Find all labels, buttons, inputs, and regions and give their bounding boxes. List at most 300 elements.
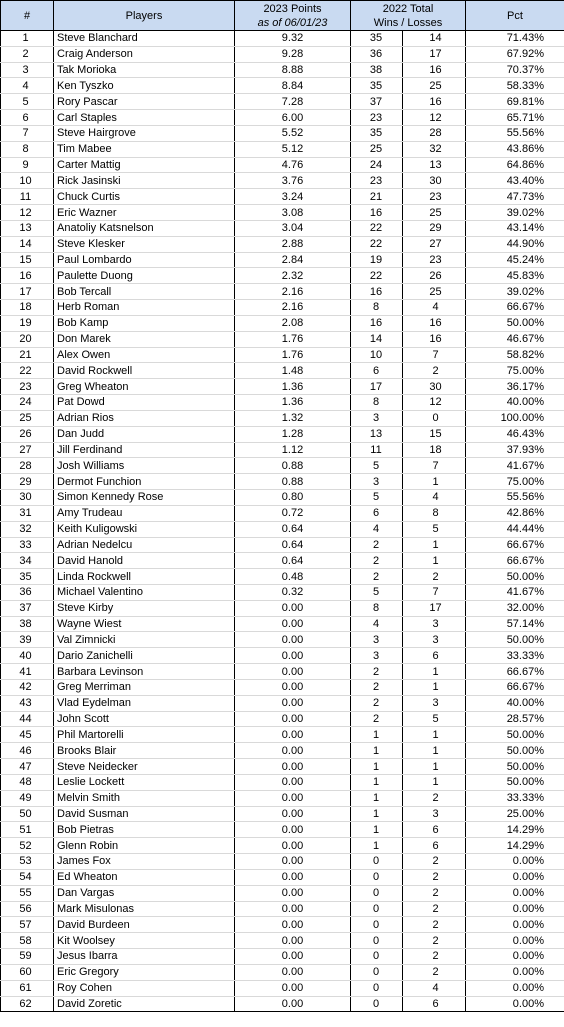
record-column-header — [351, 1, 466, 31]
player-name-cell: David Susman — [54, 806, 235, 822]
table-row — [1, 125, 564, 141]
pct-cell: 0.00% — [466, 949, 564, 965]
wins-cell: 1 — [351, 838, 403, 854]
wins-cell: 35 — [351, 78, 403, 94]
rank-cell: 15 — [1, 252, 54, 268]
losses-cell: 2 — [403, 885, 466, 901]
losses-cell: 28 — [403, 125, 466, 141]
points-cell: 9.28 — [235, 46, 351, 62]
table-row — [1, 189, 564, 205]
player-name-cell: Brooks Blair — [54, 743, 235, 759]
losses-cell: 16 — [403, 315, 466, 331]
rank-cell: 56 — [1, 901, 54, 917]
pct-cell: 46.43% — [466, 426, 564, 442]
player-name-cell: Dan Vargas — [54, 885, 235, 901]
pct-cell: 55.56% — [466, 125, 564, 141]
points-cell: 0.00 — [235, 711, 351, 727]
table-row — [1, 458, 564, 474]
table-row — [1, 632, 564, 648]
pct-cell: 36.17% — [466, 379, 564, 395]
rank-cell: 30 — [1, 490, 54, 506]
losses-cell: 7 — [403, 584, 466, 600]
pct-cell: 75.00% — [466, 363, 564, 379]
table-row — [1, 284, 564, 300]
rank-cell: 47 — [1, 759, 54, 775]
points-cell: 0.00 — [235, 774, 351, 790]
points-cell: 2.16 — [235, 284, 351, 300]
wins-cell: 2 — [351, 711, 403, 727]
rank-cell: 26 — [1, 426, 54, 442]
points-cell: 0.00 — [235, 933, 351, 949]
losses-cell: 7 — [403, 347, 466, 363]
points-cell: 0.64 — [235, 553, 351, 569]
losses-cell: 29 — [403, 220, 466, 236]
wins-cell: 8 — [351, 600, 403, 616]
rank-cell: 57 — [1, 917, 54, 933]
rank-cell: 6 — [1, 110, 54, 126]
player-name-cell: Ken Tyszko — [54, 78, 235, 94]
table-row — [1, 395, 564, 411]
points-cell: 4.76 — [235, 157, 351, 173]
points-cell: 2.84 — [235, 252, 351, 268]
points-cell: 0.00 — [235, 616, 351, 632]
points-cell: 0.00 — [235, 743, 351, 759]
rank-cell: 20 — [1, 331, 54, 347]
table-row — [1, 854, 564, 870]
points-cell: 0.00 — [235, 996, 351, 1012]
rank-cell: 16 — [1, 268, 54, 284]
pct-cell: 0.00% — [466, 885, 564, 901]
table-row — [1, 790, 564, 806]
pct-cell: 25.00% — [466, 806, 564, 822]
points-cell: 1.32 — [235, 410, 351, 426]
rank-cell: 38 — [1, 616, 54, 632]
rank-cell: 39 — [1, 632, 54, 648]
pct-cell: 67.92% — [466, 46, 564, 62]
table-row — [1, 205, 564, 221]
pct-cell: 42.86% — [466, 505, 564, 521]
pct-cell: 44.44% — [466, 521, 564, 537]
points-cell: 6.00 — [235, 110, 351, 126]
points-cell: 1.76 — [235, 347, 351, 363]
table-row — [1, 347, 564, 363]
player-name-cell: Pat Dowd — [54, 395, 235, 411]
table-row — [1, 949, 564, 965]
table-row — [1, 236, 564, 252]
table-row — [1, 410, 564, 426]
losses-cell: 15 — [403, 426, 466, 442]
table-row — [1, 157, 564, 173]
rank-cell: 61 — [1, 980, 54, 996]
table-row — [1, 490, 564, 506]
table-row — [1, 822, 564, 838]
table-row — [1, 901, 564, 917]
rank-cell: 17 — [1, 284, 54, 300]
pct-cell: 43.14% — [466, 220, 564, 236]
player-name-cell: Keith Kuligowski — [54, 521, 235, 537]
wins-cell: 1 — [351, 822, 403, 838]
losses-cell: 2 — [403, 854, 466, 870]
points-cell: 3.24 — [235, 189, 351, 205]
wins-cell: 3 — [351, 474, 403, 490]
table-row — [1, 711, 564, 727]
points-cell: 8.88 — [235, 62, 351, 78]
rank-cell: 42 — [1, 679, 54, 695]
player-name-cell: Val Zimnicki — [54, 632, 235, 648]
losses-cell: 2 — [403, 917, 466, 933]
points-cell: 1.48 — [235, 363, 351, 379]
pct-cell: 44.90% — [466, 236, 564, 252]
losses-cell: 1 — [403, 537, 466, 553]
player-name-cell: Amy Trudeau — [54, 505, 235, 521]
losses-cell: 14 — [403, 31, 466, 47]
player-name-cell: Bob Tercall — [54, 284, 235, 300]
losses-cell: 3 — [403, 632, 466, 648]
rank-cell: 55 — [1, 885, 54, 901]
losses-cell: 26 — [403, 268, 466, 284]
pct-cell: 57.14% — [466, 616, 564, 632]
pct-cell: 69.81% — [466, 94, 564, 110]
table-row — [1, 584, 564, 600]
points-cell: 0.00 — [235, 822, 351, 838]
losses-cell: 25 — [403, 284, 466, 300]
player-name-cell: David Hanold — [54, 553, 235, 569]
wins-cell: 0 — [351, 980, 403, 996]
table-row — [1, 600, 564, 616]
rank-cell: 58 — [1, 933, 54, 949]
player-name-cell: Michael Valentino — [54, 584, 235, 600]
table-row — [1, 743, 564, 759]
losses-cell: 0 — [403, 410, 466, 426]
rank-column-header: # — [1, 1, 54, 31]
losses-cell: 8 — [403, 505, 466, 521]
table-row — [1, 759, 564, 775]
wins-cell: 3 — [351, 632, 403, 648]
losses-cell: 5 — [403, 521, 466, 537]
player-name-cell: Anatoliy Katsnelson — [54, 220, 235, 236]
table-row — [1, 980, 564, 996]
table-row — [1, 46, 564, 62]
rank-cell: 34 — [1, 553, 54, 569]
player-name-cell: Adrian Nedelcu — [54, 537, 235, 553]
player-name-cell: James Fox — [54, 854, 235, 870]
points-cell: 0.00 — [235, 664, 351, 680]
rank-cell: 46 — [1, 743, 54, 759]
rank-cell: 53 — [1, 854, 54, 870]
losses-cell: 6 — [403, 822, 466, 838]
points-cell: 0.00 — [235, 679, 351, 695]
table-row — [1, 62, 564, 78]
wins-cell: 8 — [351, 395, 403, 411]
wins-cell: 23 — [351, 173, 403, 189]
pct-cell: 66.67% — [466, 679, 564, 695]
rank-cell: 22 — [1, 363, 54, 379]
player-name-cell: Chuck Curtis — [54, 189, 235, 205]
rank-cell: 43 — [1, 695, 54, 711]
points-cell: 5.52 — [235, 125, 351, 141]
losses-cell: 27 — [403, 236, 466, 252]
points-cell: 2.08 — [235, 315, 351, 331]
wins-cell: 2 — [351, 679, 403, 695]
table-row — [1, 553, 564, 569]
pct-cell: 0.00% — [466, 933, 564, 949]
table-row — [1, 300, 564, 316]
wins-cell: 25 — [351, 141, 403, 157]
player-name-cell: David Zoretic — [54, 996, 235, 1012]
pct-cell: 40.00% — [466, 395, 564, 411]
points-cell: 0.48 — [235, 569, 351, 585]
pct-cell: 50.00% — [466, 632, 564, 648]
wins-cell: 35 — [351, 125, 403, 141]
pct-cell: 0.00% — [466, 869, 564, 885]
rank-cell: 31 — [1, 505, 54, 521]
losses-cell: 23 — [403, 252, 466, 268]
pct-cell: 66.67% — [466, 300, 564, 316]
table-header — [1, 1, 564, 31]
rank-cell: 41 — [1, 664, 54, 680]
wins-cell: 16 — [351, 315, 403, 331]
table-row — [1, 933, 564, 949]
table-row — [1, 78, 564, 94]
pct-cell: 50.00% — [466, 727, 564, 743]
losses-cell: 2 — [403, 964, 466, 980]
rank-cell: 11 — [1, 189, 54, 205]
losses-cell: 2 — [403, 790, 466, 806]
points-cell: 1.76 — [235, 331, 351, 347]
table-row — [1, 379, 564, 395]
losses-cell: 6 — [403, 648, 466, 664]
points-cell: 0.88 — [235, 474, 351, 490]
losses-cell: 1 — [403, 474, 466, 490]
table-row — [1, 869, 564, 885]
table-row — [1, 31, 564, 47]
points-cell: 0.00 — [235, 980, 351, 996]
losses-cell: 4 — [403, 980, 466, 996]
wins-cell: 37 — [351, 94, 403, 110]
rank-cell: 13 — [1, 220, 54, 236]
wins-cell: 22 — [351, 236, 403, 252]
losses-cell: 12 — [403, 395, 466, 411]
wins-cell: 3 — [351, 648, 403, 664]
rank-cell: 21 — [1, 347, 54, 363]
losses-cell: 17 — [403, 600, 466, 616]
wins-cell: 0 — [351, 964, 403, 980]
losses-cell: 2 — [403, 901, 466, 917]
pct-cell: 37.93% — [466, 442, 564, 458]
losses-cell: 1 — [403, 679, 466, 695]
points-cell: 0.72 — [235, 505, 351, 521]
losses-cell: 2 — [403, 363, 466, 379]
table-row — [1, 474, 564, 490]
rank-cell: 44 — [1, 711, 54, 727]
pct-cell: 50.00% — [466, 759, 564, 775]
player-name-cell: Jesus Ibarra — [54, 949, 235, 965]
player-name-cell: Roy Cohen — [54, 980, 235, 996]
table-row — [1, 442, 564, 458]
player-name-cell: Paulette Duong — [54, 268, 235, 284]
pct-cell: 40.00% — [466, 695, 564, 711]
table-row — [1, 252, 564, 268]
pct-cell: 41.67% — [466, 458, 564, 474]
table-row — [1, 521, 564, 537]
table-row — [1, 964, 564, 980]
wins-cell: 2 — [351, 664, 403, 680]
wins-cell: 17 — [351, 379, 403, 395]
points-cell: 0.00 — [235, 648, 351, 664]
pct-cell: 58.33% — [466, 78, 564, 94]
player-name-cell: Steve Klesker — [54, 236, 235, 252]
wins-cell: 2 — [351, 537, 403, 553]
wins-cell: 0 — [351, 917, 403, 933]
player-name-cell: Steve Blanchard — [54, 31, 235, 47]
pct-cell: 47.73% — [466, 189, 564, 205]
table-row — [1, 569, 564, 585]
rank-cell: 45 — [1, 727, 54, 743]
wins-cell: 5 — [351, 458, 403, 474]
player-name-cell: Craig Anderson — [54, 46, 235, 62]
points-cell: 7.28 — [235, 94, 351, 110]
player-name-cell: Dario Zanichelli — [54, 648, 235, 664]
losses-cell: 6 — [403, 838, 466, 854]
wins-cell: 2 — [351, 695, 403, 711]
losses-cell: 3 — [403, 616, 466, 632]
pct-cell: 0.00% — [466, 901, 564, 917]
player-name-cell: Barbara Levinson — [54, 664, 235, 680]
losses-cell: 5 — [403, 711, 466, 727]
player-name-cell: Leslie Lockett — [54, 774, 235, 790]
player-name-cell: David Burdeen — [54, 917, 235, 933]
player-name-cell: Josh Williams — [54, 458, 235, 474]
pct-cell: 64.86% — [466, 157, 564, 173]
rank-cell: 5 — [1, 94, 54, 110]
record-header-subtitle: Wins / Losses — [373, 16, 443, 29]
player-name-cell: Dan Judd — [54, 426, 235, 442]
losses-cell: 25 — [403, 205, 466, 221]
points-cell: 0.00 — [235, 759, 351, 775]
losses-cell: 30 — [403, 379, 466, 395]
points-cell: 0.00 — [235, 854, 351, 870]
table-row — [1, 806, 564, 822]
header-row — [1, 1, 564, 31]
wins-cell: 16 — [351, 205, 403, 221]
points-cell: 0.00 — [235, 695, 351, 711]
table-row — [1, 648, 564, 664]
table-row — [1, 141, 564, 157]
losses-cell: 16 — [403, 331, 466, 347]
pct-cell: 66.67% — [466, 664, 564, 680]
table-row — [1, 664, 564, 680]
losses-cell: 2 — [403, 933, 466, 949]
rank-cell: 8 — [1, 141, 54, 157]
table-row — [1, 537, 564, 553]
wins-cell: 21 — [351, 189, 403, 205]
rank-cell: 62 — [1, 996, 54, 1012]
pct-cell: 0.00% — [466, 854, 564, 870]
wins-cell: 13 — [351, 426, 403, 442]
points-cell: 3.08 — [235, 205, 351, 221]
table-row — [1, 917, 564, 933]
wins-cell: 0 — [351, 996, 403, 1012]
player-name-cell: Greg Wheaton — [54, 379, 235, 395]
rank-cell: 59 — [1, 949, 54, 965]
points-cell: 8.84 — [235, 78, 351, 94]
wins-cell: 1 — [351, 743, 403, 759]
player-name-cell: Glenn Robin — [54, 838, 235, 854]
points-column-header — [235, 1, 351, 31]
table-row — [1, 363, 564, 379]
rank-cell: 29 — [1, 474, 54, 490]
rank-cell: 40 — [1, 648, 54, 664]
points-cell: 0.00 — [235, 727, 351, 743]
pct-cell: 39.02% — [466, 284, 564, 300]
pct-cell: 71.43% — [466, 31, 564, 47]
rank-cell: 2 — [1, 46, 54, 62]
rank-cell: 51 — [1, 822, 54, 838]
player-name-cell: Eric Wazner — [54, 205, 235, 221]
player-name-cell: Rory Pascar — [54, 94, 235, 110]
losses-cell: 17 — [403, 46, 466, 62]
table-row — [1, 695, 564, 711]
losses-cell: 32 — [403, 141, 466, 157]
wins-cell: 4 — [351, 616, 403, 632]
wins-cell: 1 — [351, 790, 403, 806]
pct-cell: 14.29% — [466, 822, 564, 838]
table-row — [1, 426, 564, 442]
losses-cell: 1 — [403, 664, 466, 680]
points-cell: 0.00 — [235, 869, 351, 885]
losses-cell: 2 — [403, 869, 466, 885]
rank-cell: 3 — [1, 62, 54, 78]
player-name-cell: Vlad Eydelman — [54, 695, 235, 711]
points-cell: 0.00 — [235, 964, 351, 980]
player-name-cell: Dermot Funchion — [54, 474, 235, 490]
table-row — [1, 885, 564, 901]
table-row — [1, 110, 564, 126]
pct-cell: 66.67% — [466, 553, 564, 569]
player-name-cell: Steve Hairgrove — [54, 125, 235, 141]
record-header-title: 2022 Total — [382, 2, 434, 15]
player-name-cell: Bob Pietras — [54, 822, 235, 838]
points-cell: 0.32 — [235, 584, 351, 600]
wins-cell: 1 — [351, 759, 403, 775]
points-cell: 0.00 — [235, 885, 351, 901]
points-cell: 3.04 — [235, 220, 351, 236]
points-cell: 0.00 — [235, 949, 351, 965]
pct-cell: 50.00% — [466, 774, 564, 790]
rank-cell: 50 — [1, 806, 54, 822]
wins-cell: 1 — [351, 774, 403, 790]
player-name-cell: Herb Roman — [54, 300, 235, 316]
wins-cell: 0 — [351, 869, 403, 885]
pct-cell: 50.00% — [466, 569, 564, 585]
player-name-cell: Adrian Rios — [54, 410, 235, 426]
wins-cell: 1 — [351, 806, 403, 822]
pct-cell: 50.00% — [466, 743, 564, 759]
player-name-cell: Alex Owen — [54, 347, 235, 363]
table-row — [1, 616, 564, 632]
pct-cell: 46.67% — [466, 331, 564, 347]
rank-cell: 54 — [1, 869, 54, 885]
losses-cell: 4 — [403, 300, 466, 316]
rank-cell: 14 — [1, 236, 54, 252]
rank-cell: 48 — [1, 774, 54, 790]
rank-cell: 10 — [1, 173, 54, 189]
losses-cell: 1 — [403, 553, 466, 569]
player-name-cell: Bob Kamp — [54, 315, 235, 331]
points-cell: 0.00 — [235, 632, 351, 648]
table-row — [1, 220, 564, 236]
players-column-header: Players — [54, 1, 235, 31]
